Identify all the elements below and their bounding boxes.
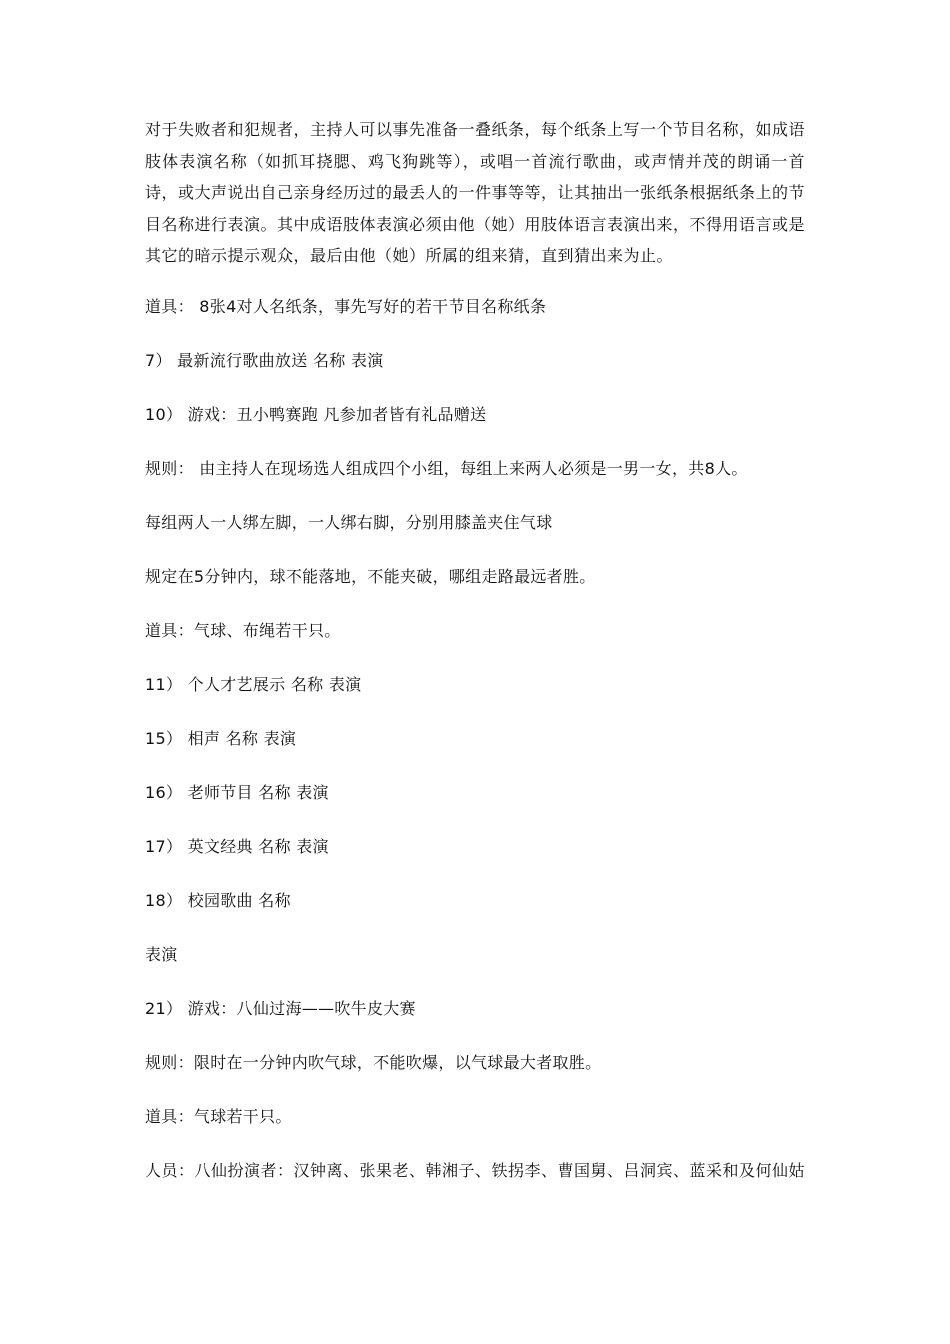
item-11-line: 11） 个人才艺展示 名称 表演	[145, 675, 362, 694]
item-7-line: 7） 最新流行歌曲放送 名称 表演	[145, 351, 384, 370]
item-16-line: 16） 老师节目 名称 表演	[145, 783, 329, 802]
item-17-line: 17） 英文经典 名称 表演	[145, 837, 329, 856]
item-21-line: 21） 游戏：八仙过海——吹牛皮大赛	[145, 999, 416, 1018]
rules-line-3: 规定在5分钟内，球不能落地，不能夹破，哪组走路最远者胜。	[145, 567, 596, 586]
cast-paragraph: 人员：八仙扮演者：汉钟离、张果老、韩湘子、铁拐李、曹国舅、吕洞宾、蓝采和及何仙姑	[145, 1161, 806, 1180]
props-line-1: 道具： 8张4对人名纸条，事先写好的若干节目名称纸条	[145, 297, 547, 316]
rules-line-2: 每组两人一人绑左脚，一人绑右脚，分别用膝盖夹住气球	[145, 513, 553, 532]
item-18-line: 18） 校园歌曲 名称	[145, 891, 291, 910]
item-15-line: 15） 相声 名称 表演	[145, 729, 297, 748]
intro-paragraph: 对于失败者和犯规者，主持人可以事先准备一叠纸条，每个纸条上写一个节目名称，如成语肢体表演名称（如抓耳挠腮、鸡飞狗跳等），或唱一首流行歌曲，或声情并茂的朗诵一首诗，或大声说出自己亲身经历过的最丢人的一件事等等，让其抽出一张纸条根据纸条上的节目名称进行表演。其中成语肢体表演必须由他（她）用肢体语言表演出来，不得用语言或是其它的暗示提示观众，最后由他（她）所属的组来猜，直到猜出来为止。	[145, 120, 806, 265]
rules-line-1: 规则： 由主持人在现场选人组成四个小组，每组上来两人必须是一男一女，共8人。	[145, 459, 748, 478]
perform-line: 表演	[145, 945, 178, 964]
props-line-3: 道具：气球若干只。	[145, 1107, 292, 1126]
rules-line-4: 规则：限时在一分钟内吹气球，不能吹爆，以气球最大者取胜。	[145, 1053, 602, 1072]
item-10-line: 10） 游戏：丑小鸭赛跑 凡参加者皆有礼品赠送	[145, 405, 487, 424]
props-line-2: 道具：气球、布绳若干只。	[145, 621, 341, 640]
